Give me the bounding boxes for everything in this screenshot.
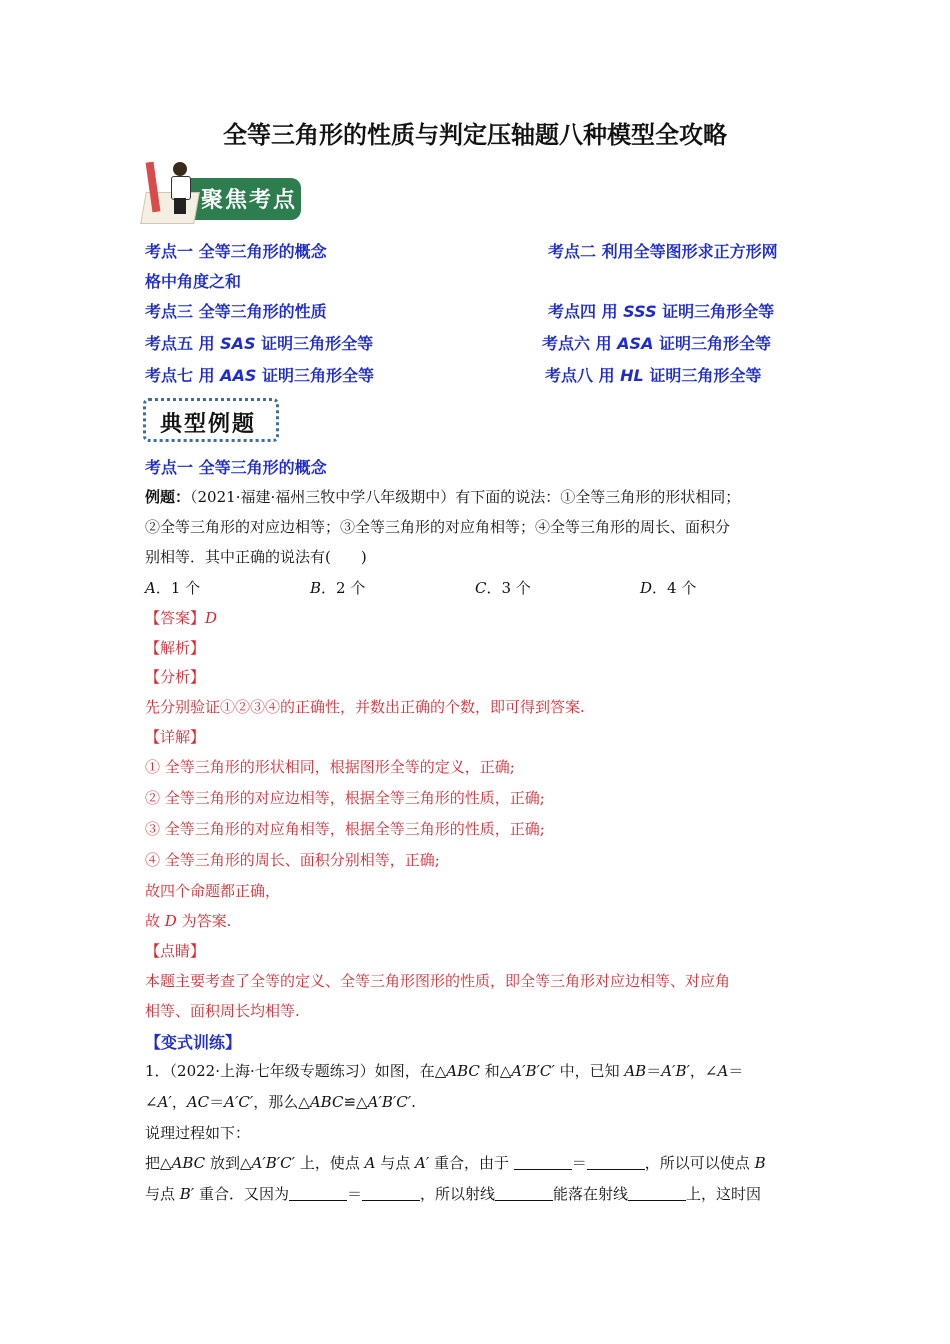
typical-examples-heading (143, 398, 279, 442)
detail-item-4: ④ 全等三角形的周长、面积分别相等，正确; (145, 851, 440, 869)
fill-blank[interactable] (628, 1186, 686, 1201)
toc-item-8[interactable]: 考点八 用 HL 证明三角形全等 (545, 366, 762, 385)
fill-blank[interactable] (587, 1155, 645, 1170)
toc-item-2[interactable]: 考点二 利用全等图形求正方形网 (548, 242, 778, 261)
toc-item-4[interactable]: 考点四 用 SSS 证明三角形全等 (548, 302, 775, 321)
student-figure-icon (173, 162, 187, 176)
variant-line-2: ∠A′，AC＝A′C′，那么△ABC≌△A′B′C′. (145, 1093, 416, 1111)
fill-blank[interactable] (362, 1186, 420, 1201)
fenxi-text: 先分别验证①②③④的正确性，并数出正确的个数，即可得到答案. (145, 698, 585, 716)
detail-item-2: ② 全等三角形的对应边相等，根据全等三角形的性质，正确; (145, 789, 545, 807)
toc-item-5[interactable]: 考点五 用 SAS 证明三角形全等 (145, 334, 374, 353)
analysis-label: 【解析】 (145, 639, 206, 657)
toc-item-7[interactable]: 考点七 用 AAS 证明三角形全等 (145, 366, 375, 385)
comment-line-2: 相等、面积周长均相等. (145, 1002, 300, 1020)
typical-examples-label: 典型例题 (160, 412, 257, 437)
toc-item-2-wrap[interactable]: 格中角度之和 (145, 272, 242, 291)
toc-item-1[interactable]: 考点一 全等三角形的概念 (145, 242, 327, 261)
option-a[interactable]: A．1 个 (145, 579, 201, 597)
example-line-3: 别相等．其中正确的说法有( ) (145, 548, 367, 566)
focus-points-banner (143, 160, 303, 228)
fenxi-label: 【分析】 (145, 668, 206, 686)
detail-item-1: ① 全等三角形的形状相同，根据图形全等的定义，正确; (145, 758, 515, 776)
toc-item-3[interactable]: 考点三 全等三角形的性质 (145, 302, 327, 321)
comment-line-1: 本题主要考查了全等的定义、全等三角形图形的性质，即全等三角形对应边相等、对应角 (145, 972, 731, 990)
option-c[interactable]: C．3 个 (475, 579, 531, 597)
variant-training-label: 【变式训练】 (145, 1033, 242, 1052)
document-title: 全等三角形的性质与判定压轴题八种模型全攻略 (223, 121, 727, 149)
student-figure-legs (174, 198, 186, 214)
variant-line-5: 与点 B′ 重合．又因为 ＝ ，所以射线 能落在射线 上，这时因 (145, 1185, 762, 1203)
variant-line-1: 1．（2022·上海·七年级专题练习）如图，在△ABC 和△A′B′C′ 中，已知 AB＝A′B′，∠A＝ (145, 1062, 744, 1080)
example-line-2: ②全等三角形的对应边相等；③全等三角形的对应角相等；④全等三角形的周长、面积分 (145, 518, 731, 536)
option-b[interactable]: B．2 个 (310, 579, 366, 597)
conclusion-line: 故 D 为答案. (145, 912, 232, 930)
variant-line-3: 说理过程如下： (145, 1124, 251, 1142)
option-d[interactable]: D．4 个 (640, 579, 697, 597)
detail-label: 【详解】 (145, 728, 206, 746)
banner-label: 聚焦考点 (201, 188, 298, 213)
fill-blank[interactable] (495, 1186, 553, 1201)
detail-item-3: ③ 全等三角形的对应角相等，根据全等三角形的性质，正确; (145, 820, 545, 838)
example-line-1: 例题：（2021·福建·福州三牧中学八年级期中）有下面的说法：①全等三角形的形状相同； (145, 488, 741, 506)
fill-blank[interactable] (289, 1186, 347, 1201)
toc-item-6[interactable]: 考点六 用 ASA 证明三角形全等 (542, 334, 772, 353)
detail-summary: 故四个命题都正确， (145, 882, 281, 900)
fill-blank[interactable] (514, 1155, 572, 1170)
variant-line-4: 把△ABC 放到△A′B′C′ 上，使点 A 与点 A′ 重合，由于 ＝ ，所以可以使点 B (145, 1154, 766, 1172)
student-figure-body (171, 176, 191, 200)
section-heading: 考点一 全等三角形的概念 (145, 458, 327, 477)
answer-line: 【答案】D (145, 609, 218, 627)
comment-label: 【点睛】 (145, 942, 206, 960)
